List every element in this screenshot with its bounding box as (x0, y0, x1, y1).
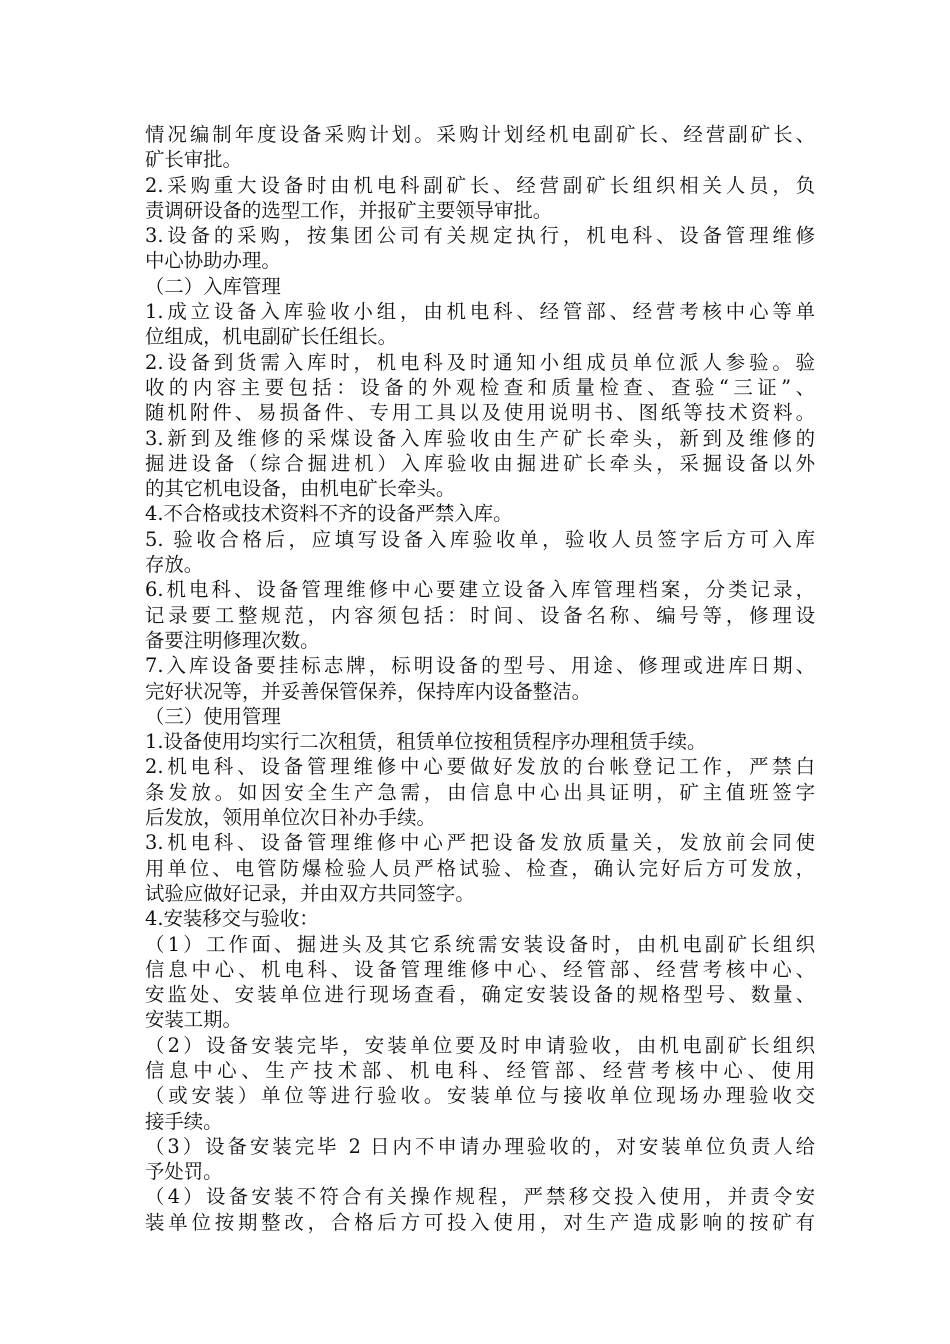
text-line: 条发放。如因安全生产急需，由信息中心出具证明，矿主值班签字 (145, 780, 815, 804)
text-line: 中心协助办理。 (145, 249, 281, 273)
text-line: 安装工期。 (145, 1008, 242, 1032)
text-line: 的其它机电设备，由机电矿长牵头。 (145, 477, 456, 501)
text-line: 责调研设备的选型工作，并报矿主要领导审批。 (145, 198, 553, 222)
text-line: 信息中心、生产技术部、机电科、经管部、经营考核中心、使用 (145, 1058, 815, 1082)
text-line: （或安装）单位等进行验收。安装单位与接收单位现场办理验收交 (145, 1084, 815, 1108)
text-line: 4.安装移交与验收： (145, 907, 319, 931)
text-line: 随机附件、易损备件、专用工具以及使用说明书、图纸等技术资料。 (145, 401, 815, 425)
text-line: 记录要工整规范，内容须包括：时间、设备名称、编号等，修理设 (145, 603, 815, 627)
text-line: （三）使用管理 (145, 704, 281, 728)
text-line: 3.设备的采购，按集团公司有关规定执行，机电科、设备管理维修 (145, 224, 815, 248)
text-line: 安监处、安装单位进行现场查看，确定安装设备的规格型号、数量、 (145, 983, 815, 1007)
text-line: 试验应做好记录，并由双方共同签字。 (145, 881, 475, 905)
document-body (145, 122, 815, 1235)
text-line: 6.机电科、设备管理维修中心要建立设备入库管理档案，分类记录， (145, 578, 815, 602)
text-line: 4.不合格或技术资料不齐的设备严禁入库。 (145, 502, 513, 526)
text-line: 后发放，领用单位次日补办手续。 (145, 806, 436, 830)
text-line: 情况编制年度设备采购计划。采购计划经机电副矿长、经营副矿长、 (145, 123, 815, 146)
text-line: 1.设备使用均实行二次租赁，租赁单位按租赁程序办理租赁手续。 (145, 730, 707, 754)
text-line: 2.采购重大设备时由机电科副矿长、经营副矿长组织相关人员，负 (145, 173, 815, 197)
text-line: 存放。 (145, 553, 204, 577)
text-line: 收的内容主要包括：设备的外观检查和质量检查、查验“三证”、 (145, 375, 815, 399)
text-line: 3.机电科、设备管理维修中心严把设备发放质量关，发放前会同使 (145, 831, 815, 855)
text-line: 完好状况等，并妥善保管保养，保持库内设备整洁。 (145, 679, 591, 703)
text-line: 备要注明修理次数。 (145, 628, 320, 652)
text-line: 掘进设备（综合掘进机）入库验收由掘进矿长牵头，采掘设备以外 (145, 451, 815, 475)
text-line: 予处罚。 (145, 1160, 223, 1184)
text-line: 5. 验收合格后，应填写设备入库验收单，验收人员签字后方可入库 (145, 527, 815, 551)
text-line: 3.新到及维修的采煤设备入库验收由生产矿长牵头，新到及维修的 (145, 426, 815, 450)
text-line: （3）设备安装完毕 2 日内不申请办理验收的，对安装单位负责人给 (145, 1134, 815, 1158)
text-line: 装单位按期整改，合格后方可投入使用，对生产造成影响的按矿有 (145, 1210, 815, 1234)
text-line: （二）入库管理 (145, 274, 281, 298)
text-line: 2.机电科、设备管理维修中心要做好发放的台帐登记工作，严禁白 (145, 755, 815, 779)
text-line: 用单位、电管防爆检验人员严格试验、检查，确认完好后方可发放， (145, 856, 815, 880)
text-line: 信息中心、机电科、设备管理维修中心、经管部、经营考核中心、 (145, 957, 815, 981)
text-line: （2）设备安装完毕，安装单位要及时申请验收，由机电副矿长组织 (145, 1033, 815, 1057)
text-line: （1）工作面、掘进头及其它系统需安装设备时，由机电副矿长组织 (145, 932, 815, 956)
text-line: 2.设备到货需入库时，机电科及时通知小组成员单位派人参验。验 (145, 350, 815, 374)
text-line: 接手续。 (145, 1109, 223, 1133)
text-line: （4）设备安装不符合有关操作规程，严禁移交投入使用，并责令安 (145, 1185, 815, 1209)
text-line: 7.入库设备要挂标志牌，标明设备的型号、用途、修理或进库日期、 (145, 654, 815, 678)
text-line: 矿长审批。 (145, 148, 242, 172)
text-line: 位组成，机电副矿长任组长。 (145, 325, 398, 349)
text-line: 1.成立设备入库验收小组，由机电科、经管部、经营考核中心等单 (145, 300, 815, 324)
